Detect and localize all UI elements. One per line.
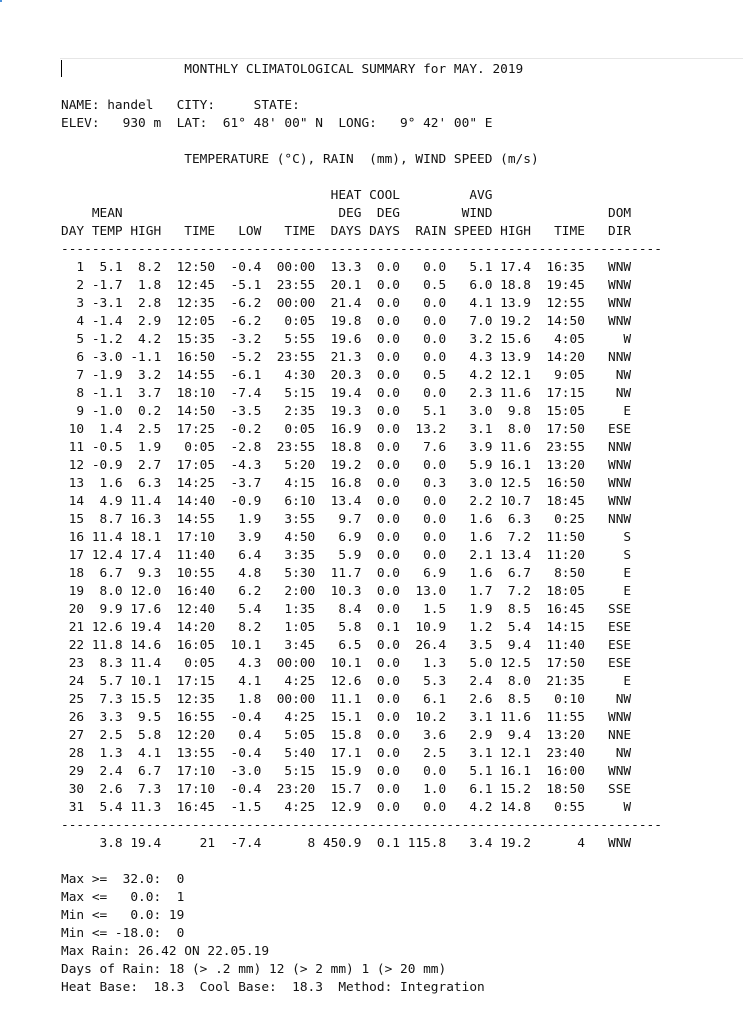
corner-marker	[0, 0, 2, 2]
top-divider	[60, 58, 743, 59]
climatological-summary[interactable]: MONTHLY CLIMATOLOGICAL SUMMARY for MAY. 2019 NAME: handel CITY: STATE: ELEV: 930 m LAT: 61° 48' 00" N LONG: 9° 42' 00" E TEMPERATURE (°C), RAIN (mm), WIND SPEED (m/s) HEAT COOL AVG MEAN DEG DEG WIND DOM DAY TEMP HIGH TIME LOW TIME DAYS DAYS RAIN SPEED HIGH TIME DIR ------------------------------------------------------------------------------ 1 5.1 8.2 12:50 -0.4 00:00 13.3 0.0 0.0 5.1 17.4 16:35 WNW 2 -1.7 1.8 12:45 -5.1 23:55 20.1 0.0 0.5 6.0 18.8 19:45 WNW 3 -3.1 2.8 12:35 -6.2 00:00 21.4 0.0 0.0 4.1 13.9 12:55 WNW 4 -1.4 2.9 12:05 -6.2 0:05 19.8 0.0 0.0 7.0 19.2 14:50 WNW 5 -1.2 4.2 15:35 -3.2 5:55 19.6 0.0 0.0 3.2 15.6 4:05 W 6 -3.0 -1.1 16:50 -5.2 23:55 21.3 0.0 0.0 4.3 13.9 14:20 NNW 7 -1.9 3.2 14:55 -6.1 4:30 20.3 0.0 0.5 4.2 12.1 9:05 NW 8 -1.1 3.7 18:10 -7.4 5:15 19.4 0.0 0.0 2.3 11.6 17:15 NW 9 -1.0 0.2 14:50 -3.5 2:35 19.3 0.0 5.1 3.0 9.8 15:05 E 10 1.4 2.5 17:25 -0.2 0:05 16.9 0.0 13.2 3.1 8.0 17:50 ESE 11 -0.5 1.9 0:05 -2.8 23:55 18.8 0.0 7.6 3.9 11.6 23:55 NNW 12 -0.9 2.7 17:05 -4.3 5:20 19.2 0.0 0.0 5.9 16.1 13:20 WNW 13 1.6 6.3 14:25 -3.7 4:15 16.8 0.0 0.3 3.0 12.5 16:50 WNW 14 4.9 11.4 14:40 -0.9 6:10 13.4 0.0 0.0 2.2 10.7 18:45 WNW 15 8.7 16.3 14:55 1.9 3:55 9.7 0.0 0.0 1.6 6.3 0:25 NNW 16 11.4 18.1 17:10 3.9 4:50 6.9 0.0 0.0 1.6 7.2 11:50 S 17 12.4 17.4 11:40 6.4 3:35 5.9 0.0 0.0 2.1 13.4 11:20 S 18 6.7 9.3 10:55 4.8 5:30 11.7 0.0 6.9 1.6 6.7 8:50 E 19 8.0 12.0 16:40 6.2 2:00 10.3 0.0 13.0 1.7 7.2 18:05 E 20 9.9 17.6 12:40 5.4 1:35 8.4 0.0 1.5 1.9 8.5 16:45 SSE 21 12.6 19.4 14:20 8.2 1:05 5.8 0.1 10.9 1.2 5.4 14:15 ESE 22 11.8 14.6 16:05 10.1 3:45 6.5 0.0 26.4 3.5 9.4 11:40 ESE 23 8.3 11.4 0:05 4.3 00:00 10.1 0.0 1.3 5.0 12.5 17:50 ESE 24 5.7 10.1 17:15 4.1 4:25 12.6 0.0 5.3 2.4 8.0 21:35 E 25 7.3 15.5 12:35 1.8 00:00 11.1 0.0 6.1 2.6 8.5 0:10 NW 26 3.3 9.5 16:55 -0.4 4:25 15.1 0.0 10.2 3.1 11.6 11:55 WNW 27 2.5 5.8 12:20 0.4 5:05 15.8 0.0 3.6 2.9 9.4 13:20 NNE 28 1.3 4.1 13:55 -0.4 5:40 17.1 0.0 2.5 3.1 12.1 23:40 NW 29 2.4 6.7 17:10 -3.0 5:15 15.9 0.0 0.0 5.1 16.1 16:00 WNW 30 2.6 7.3 17:10 -0.4 23:20 15.7 0.0 1.0 6.1 15.2 18:50 SSE 31 5.4 11.3 16:45 -1.5 4:25 12.9 0.0 0.0 4.2 14.8 0:55 W ------------------------------------------------------------------------------ 3.8 19.4 21 -7.4 8 450.9 0.1 115.8 3.4 19.2 4 WNW Max >= 32.0: 0 Max <= 0.0: 1 Min <= 0.0: 19 Min <= -18.0: 0 Max Rain: 26.42 ON 22.05.19 Days of Rain: 18 (> .2 mm) 12 (> 2 mm) 1 (> 20 mm) Heat Base: 18.3 Cool Base: 18.3 Method: Integration	[61, 62, 662, 995]
